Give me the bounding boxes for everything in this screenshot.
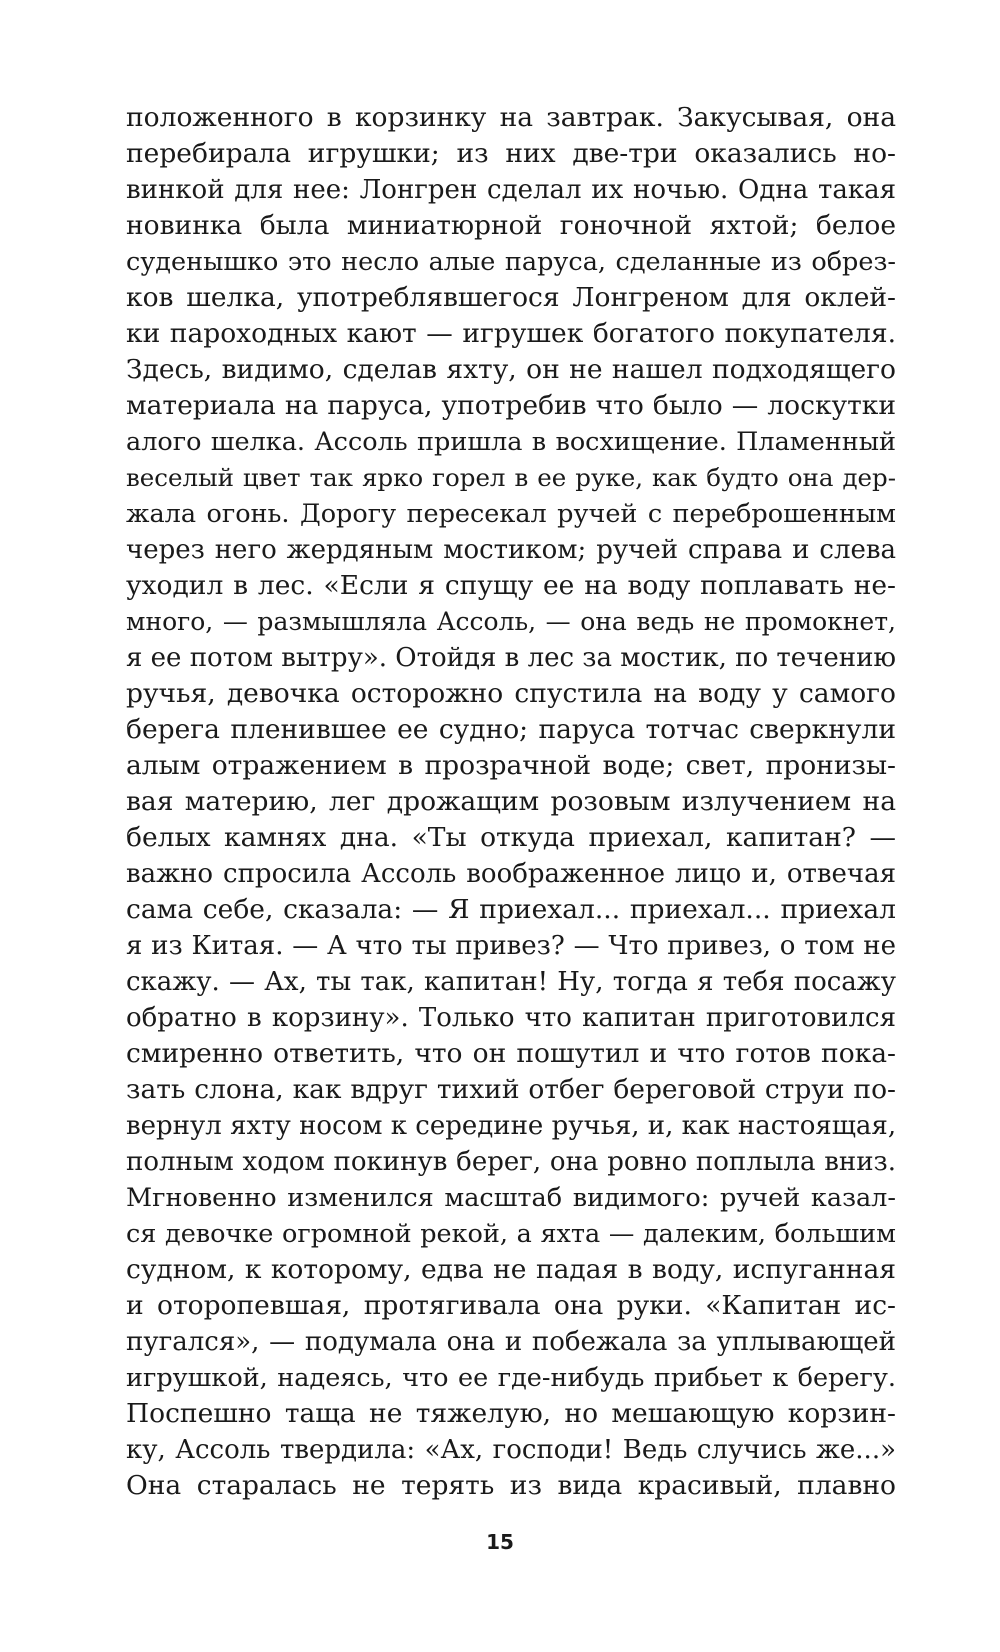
text-line: алого шелка. Ассоль пришла в восхищение. Пламенный	[126, 427, 896, 457]
text-line: алым отражением в прозрачной воде; свет, пронизы-	[126, 750, 896, 781]
text-line: я ее потом вытру». Отойдя в лес за мостик, по течению	[126, 643, 896, 673]
text-line: сама себе, сказала: — Я приехал... приехал... приехал	[126, 894, 896, 925]
text-line: я из Китая. — А что ты привез? — Что привез, о том не	[126, 931, 896, 961]
text-line: Она старалась не терять из вида красивый, плавно	[126, 1470, 896, 1501]
text-line: ки пароходных кают — игрушек богатого покупателя.	[126, 318, 896, 349]
text-line: игрушкой, надеясь, что ее где-нибудь прибьет к берегу.	[126, 1363, 896, 1393]
text-line: ся девочке огромной рекой, а яхта — далеким, большим	[126, 1219, 896, 1249]
text-line: ручья, девочка осторожно спустила на воду у самого	[126, 678, 896, 709]
body-text	[126, 100, 896, 1504]
text-line: новинка была миниатюрной гоночной яхтой; белое	[126, 210, 896, 241]
text-line: много, — размышляла Ассоль, — она ведь не промокнет,	[126, 607, 896, 636]
text-line: Здесь, видимо, сделав яхту, он не нашел подходящего	[126, 354, 896, 385]
text-line: суденышко это несло алые паруса, сделанные из обрез-	[126, 247, 896, 277]
text-line: судном, к которому, едва не падая в воду, испуганная	[126, 1254, 896, 1285]
text-line: вая материю, лег дрожащим розовым излучением на	[126, 786, 896, 817]
text-line: жала огонь. Дорогу пересекал ручей с переброшенным	[126, 499, 896, 529]
text-line: белых камнях дна. «Ты откуда приехал, капитан? —	[126, 822, 896, 853]
page-number: 15	[486, 1530, 514, 1554]
text-line: положенного в корзинку на завтрак. Закусывая, она	[126, 102, 896, 133]
text-line: берега пленившее ее судно; паруса тотчас сверкнули	[126, 714, 896, 745]
text-line: ку, Ассоль твердила: «Ах, господи! Ведь случись же...»	[126, 1435, 896, 1465]
text-line: веселый цвет так ярко горел в ее руке, как будто она дер-	[126, 463, 896, 492]
text-line: обратно в корзину». Только что капитан приготовился	[126, 1003, 896, 1033]
text-line: Поспешно таща не тяжелую, но мешающую корзин-	[126, 1398, 896, 1429]
text-line: полным ходом покинув берег, она ровно поплыла вниз.	[126, 1147, 896, 1177]
text-line: скажу. — Ах, ты так, капитан! Ну, тогда я тебя посажу	[126, 967, 896, 997]
text-line: вернул яхту носом к середине ручья, и, как настоящая,	[126, 1111, 896, 1141]
text-line: через него жердяным мостиком; ручей справа и слева	[126, 535, 896, 565]
text-line: винкой для нее: Лонгрен сделал их ночью. Одна такая	[126, 175, 896, 205]
text-line: важно спросила Ассоль воображенное лицо и, отвечая	[126, 859, 896, 889]
text-line: уходил в лес. «Если я спущу ее на воду поплавать не-	[126, 570, 896, 601]
text-line: и оторопевшая, протягивала она руки. «Капитан ис-	[126, 1290, 896, 1321]
text-line: ков шелка, употреблявшегося Лонгреном для оклей-	[126, 282, 896, 313]
text-line: Мгновенно изменился масштаб видимого: ручей казал-	[126, 1183, 896, 1213]
text-line: пугался», — подумала она и побежала за уплывающей	[126, 1327, 896, 1357]
text-line: смиренно ответить, что он пошутил и что готов пока-	[126, 1038, 896, 1069]
text-line: перебирала игрушки; из них две-три оказались но-	[126, 138, 896, 169]
text-line: материала на паруса, употребив что было — лоскутки	[126, 390, 896, 421]
text-line: зать слона, как вдруг тихий отбег береговой струи по-	[126, 1074, 896, 1105]
